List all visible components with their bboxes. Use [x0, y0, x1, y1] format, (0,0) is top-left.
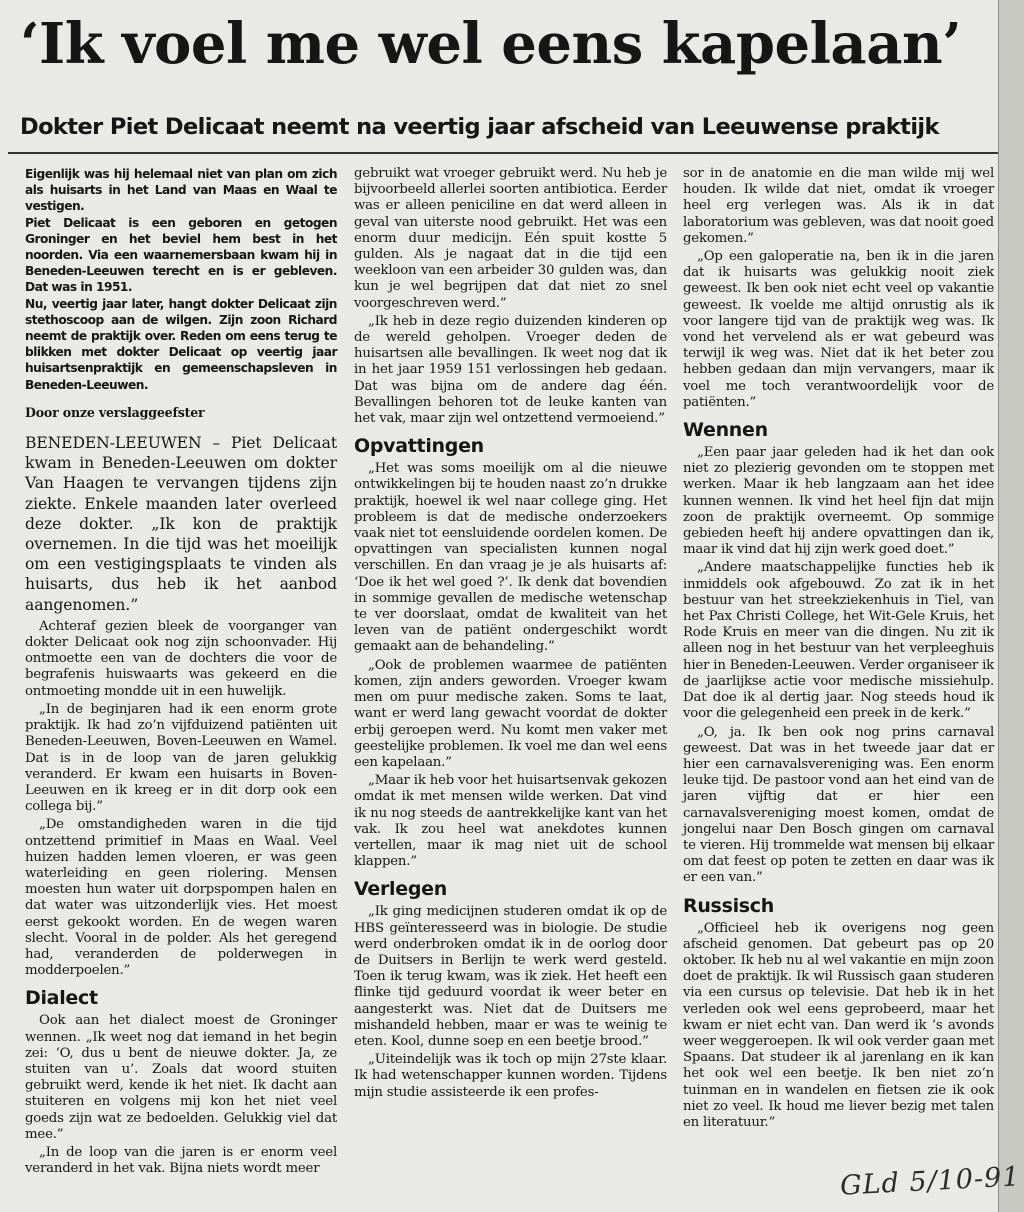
header-rule — [8, 152, 998, 154]
body-paragraph: „In de beginjaren had ik een enorm grote praktijk. Ik had zo’n vijfduizend patiënten uit Beneden-Leeuwen, Boven-Leeuwen en Wamel. Dat is in de loop van de jaren gelukkig veranderd. Er kwam een huisarts in Boven-Leeuwen en ik kreeg er in dit dorp ook een collega bij.” — [25, 701, 337, 815]
body-paragraph: „Officieel heb ik overigens nog geen afscheid genomen. Dat gebeurt pas op 20 oktober. Ik heb nu al wel vakantie en mijn zoon doet de praktijk. Ik wil Russisch gaan studeren via een cursus op televisie. Dat heb ik in het verleden ook wel eens geprobeerd, maar het kwam er niet echt van. Dan werd ik ’s avonds weer weggeroepen. Ik wil ook verder gaan met Spaans. Dat studeer ik al jarenlang en ik kan het ook wel een beetje. Ik ben niet zo’n tuinman en in wandelen en fietsen zie ik ook niet zo veel. Ik houd me liever bezig met talen en literatuur.” — [683, 920, 994, 1130]
body-paragraph: „Ook de problemen waarmee de patiënten komen, zijn anders geworden. Vroeger kwam men om puur medische zaken. Soms te laat, want er werd lang gewacht voordat de dokter erbij geroepen werd. Nu komt men vaker met geestelijke problemen. Ik voel me dan wel eens een kapelaan.” — [354, 657, 667, 770]
section-heading-russisch: Russisch — [683, 894, 774, 917]
body-paragraph: gebruikt wat vroeger gebruikt werd. Nu heb je bijvoorbeeld allerlei soorten antibiotica. Eerder was er alleen peniciline en dat werd alleen in geval van uiterste nood gebruikt. Het was een enorm duur medicijn. Eén spuit kostte 5 gulden. Als je nagaat dat in die tijd een weekloon van een arbeider 30 gulden was, dan kun je wel begrijpen dat dat niet zo snel voorgeschreven werd.” — [354, 166, 667, 311]
section-heading-wennen: Wennen — [683, 419, 768, 442]
byline: Door onze verslaggeefster — [25, 404, 205, 420]
body-paragraph: „In de loop van die jaren is er enorm veel veranderd in het vak. Bijna niets wordt meer — [25, 1144, 337, 1177]
lead-paragraph: BENEDEN-LEEUWEN – Piet Delicaat kwam in Beneden-Leeuwen om dokter Van Haagen te vervangen tijdens zijn ziekte. Enkele maanden later overleed deze dokter. „Ik kon de praktijk overnemen. In die tijd was het moeilijk om een vestigingsplaats te vinden als huisarts, dus heb ik het aanbod aangenomen.” — [25, 434, 337, 614]
intro-paragraph: Eigenlijk was hij helemaal niet van plan om zich als huisarts in het Land van Maas en Waal te vestigen. — [25, 167, 337, 214]
body-paragraph: „Andere maatschappelijke functies heb ik inmiddels ook afgebouwd. Zo zat ik in het bestuur van het streekziekenhuis in Tiel, van het Pax Christi College, het Wit-Gele Kruis, het Rode Kruis en meer van die dingen. Nu zit ik alleen nog in het bestuur van het verpleeghuis hier in Beneden-Leeuwen. Verder organiseer ik de jaarlijkse actie voor medische missiehulp. Dat doe ik al dertig jaar. Nog steeds houd ik voor die gelegenheid een preek in de kerk.” — [683, 560, 994, 722]
intro-paragraph: Piet Delicaat is een geboren en getogen Groninger en het beviel hem best in het noorden. Via een waarnemersbaan kwam hij in Beneden-Leeuwen terecht en is er gebleven. Dat was in 1951. — [25, 215, 337, 295]
body-paragraph: „Een paar jaar geleden had ik het dan ook niet zo plezierig gevonden om te stoppen met werken. Maar ik heb langzaam aan het idee kunnen wennen. Ik vind het heel fijn dat mijn zoon de praktijk overneemt. Op sommige gebieden heeft hij andere opvattingen dan ik, maar ik vind dat hij zijn werk goed doet.” — [683, 445, 994, 558]
column-2 — [354, 166, 667, 1196]
body-paragraph: Ook aan het dialect moest de Groninger wennen. „Ik weet nog dat iemand in het begin zei: ‘O, dus u bent de nieuwe dokter. Ja, ze stuiten van u’. Zoals dat woord stuiten gebruikt werd, kende ik het niet. Ik dacht aan stuiteren en volgens mij kon het niet veel goeds zijn wat ze bedoelden. Gelukkig viel dat mee.” — [25, 1013, 337, 1142]
body-paragraph: „Maar ik heb voor het huisartsenvak gekozen omdat ik met mensen wilde werken. Dat vind ik nu nog steeds de aantrekkelijke kant van het vak. Ik zou heel wat anekdotes kunnen vertellen, maar ik mag niet uit de school klappen.” — [354, 773, 667, 870]
handwritten-date-note: GLd 5/10-91 — [839, 1161, 1022, 1202]
body-paragraph: „Ik ging medicijnen studeren omdat ik op de HBS geïnteresseerd was in biologie. De studie werd onderbroken omdat ik in de oorlog door de Duitsers in Berlijn te werk werd gesteld. Toen ik terug kwam, was ik ziek. Het heeft een flinke tijd geduurd voordat ik weer beter en aangesterkt was. Niet dat de Duitsers me mishandeld hebben, maar er was te weinig te eten. Kool, dunne soep en een beetje brood.” — [354, 904, 667, 1049]
section-heading-verlegen: Verlegen — [354, 878, 447, 901]
body-paragraph: sor in de anatomie en die man wilde mij wel houden. Ik wilde dat niet, omdat ik vroeger heel erg verlegen was. Als ik in dat laboratorium was gebleven, was dat nooit goed gekomen.” — [683, 166, 994, 246]
body-paragraph: Achteraf gezien bleek de voorganger van dokter Delicaat ook nog zijn schoonvader. Hij ontmoette een van de dochters die voor de begrafenis huiswaarts was gekeerd en die ontmoeting mondde uit in een huwelijk. — [25, 618, 337, 699]
column-1 — [25, 166, 337, 1186]
body-paragraph: „Op een galoperatie na, ben ik in die jaren dat ik huisarts was gelukkig nooit ziek geweest. Ik ben ook niet echt veel op vakantie geweest. Ik voelde me altijd onrustig als ik voor langere tijd van de praktijk weg was. Ik vond het vervelend als er wat gebeurd was terwijl ik weg was. Niet dat ik het beter zou hebben gedaan dan mijn vervangers, maar ik voel me toch verantwoordelijk voor de patiënten.” — [683, 249, 994, 410]
section-heading-opvattingen: Opvattingen — [354, 435, 484, 458]
adjacent-page-edge — [998, 0, 1024, 1212]
headline: ‘Ik voel me wel eens kapelaan’ — [20, 11, 962, 77]
intro-paragraph: Nu, veertig jaar later, hangt dokter Delicaat zijn stethoscoop aan de wilgen. Zijn zoon Richard neemt de praktijk over. Reden om eens terug te blikken met dokter Delicaat op veertig jaar huisartsenpraktijk en gemeenschapsleven in Beneden-Leeuwen. — [25, 296, 337, 392]
body-paragraph: „Ik heb in deze regio duizenden kinderen op de wereld geholpen. Vroeger deden de huisartsen alle bevallingen. Ik weet nog dat ik in het jaar 1959 151 verlossingen heb gedaan. Dat was bijna om de andere dag één. Bevallingen behoren tot de leuke kanten van het vak, maar zijn wel ontzettend vermoeiend.” — [354, 313, 667, 427]
body-paragraph: „De omstandigheden waren in die tijd ontzettend primitief in Maas en Waal. Veel huizen hadden lemen vloeren, er was geen waterleiding en geen riolering. Mensen moesten hun water uit dorpspompen halen en dat water was uitzonderlijk vies. Het moest eerst gekookt worden. En de wegen waren slecht. Vooral in de polder. Als het geregend had, veranderden de polderwegen in modderpoelen.” — [25, 817, 337, 979]
body-paragraph: „O, ja. Ik ben ook nog prins carnaval geweest. Dat was in het tweede jaar dat er hier een carnavalsvereniging was. Een enorm leuke tijd. De pastoor vond aan het eind van de jaren vijftig dat er hier een carnavalsvereniging moest komen, omdat de jongelui naar Den Bosch gingen om carnaval te vieren. Hij trommelde wat mensen bij elkaar om dat feest op poten te zetten en daar was ik er een van.” — [683, 724, 994, 886]
column-3 — [683, 166, 994, 1196]
subheadline: Dokter Piet Delicaat neemt na veertig jaar afscheid van Leeuwense praktijk — [20, 114, 939, 140]
intro-block — [25, 166, 337, 393]
body-paragraph: „Het was soms moeilijk om al die nieuwe ontwikkelingen bij te houden naast zo’n drukke praktijk, hoewel ik wel naar college ging. Het probleem is dat de medische onderzoekers vaak niet tot eensluidende oordelen komen. De opvattingen van specialisten kunnen nogal verschillen. En dan vraag je je als huisarts af: ‘Doe ik het wel goed ?’. Ik denk dat bovendien in sommige gevallen de medische wetenschap te ver doorslaat, omdat de kwaliteit van het leven van de patiënt ondergeschikt wordt gemaakt aan de behandeling.” — [354, 461, 667, 655]
body-paragraph: „Uiteindelijk was ik toch op mijn 27ste klaar. Ik had wetenschapper kunnen worden. Tijdens mijn studie assisteerde ik een profes- — [354, 1052, 667, 1100]
section-heading-dialect: Dialect — [25, 987, 98, 1010]
